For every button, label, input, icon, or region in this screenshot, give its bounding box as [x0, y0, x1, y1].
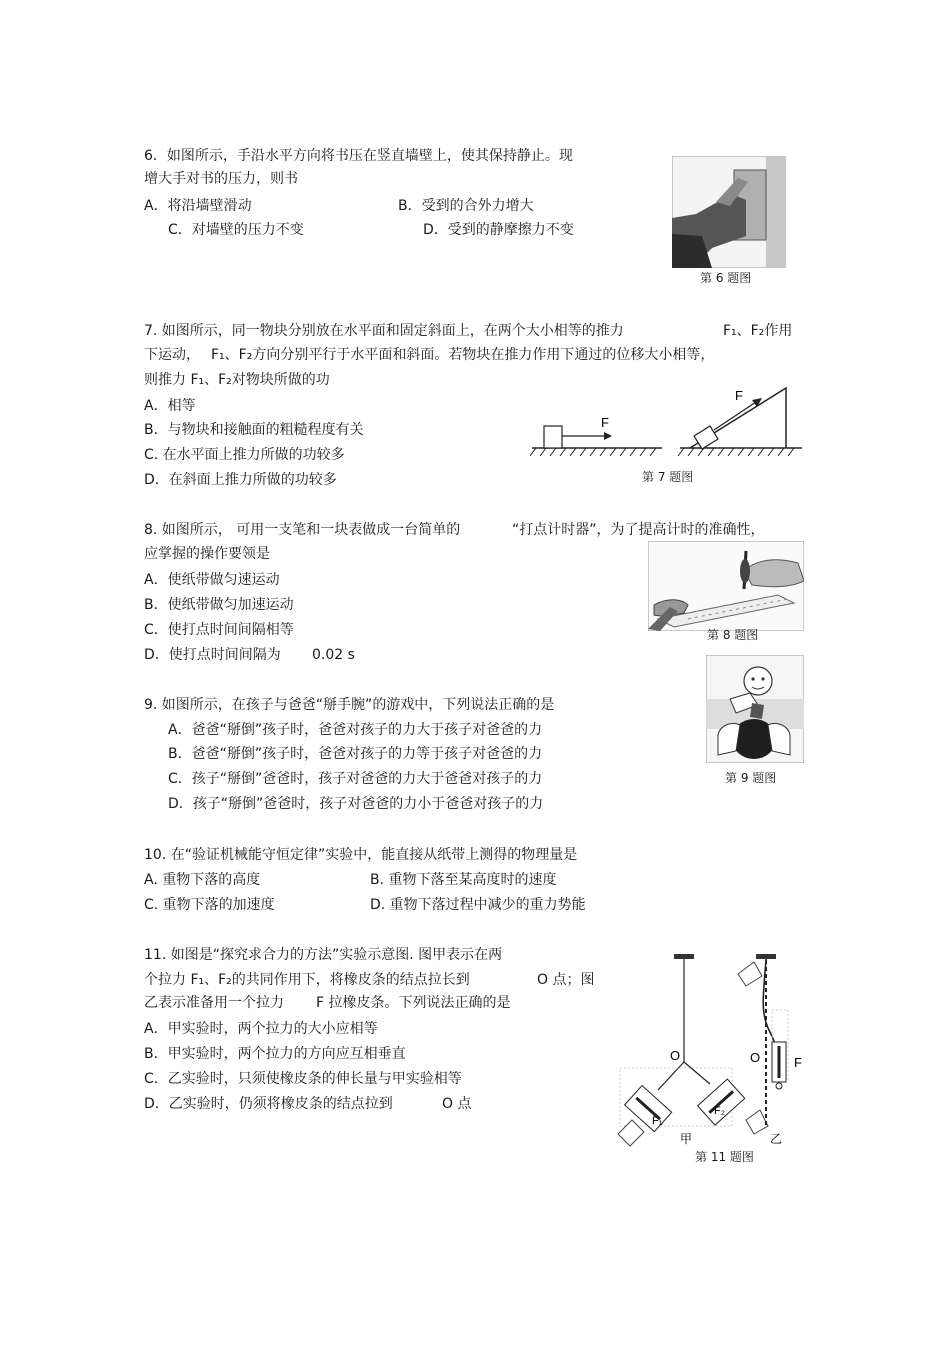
- q7-option-a: A．相等: [144, 398, 196, 414]
- q7-label-f2: F: [735, 388, 743, 403]
- q8-figure-caption: 第 8 题图: [707, 628, 759, 642]
- q11-figure-caption: 第 11 题图: [695, 1150, 754, 1164]
- q7-figure-block-plane-incline: [530, 386, 804, 462]
- q11-stem-line3-part1: 乙表示准备用一个拉力: [144, 995, 284, 1011]
- q7-option-c: C. 在水平面上推力所做的功较多: [144, 447, 345, 463]
- q11-stem-line1: 11. 如图是“探究求合力的方法”实验示意图. 图甲表示在两: [144, 947, 503, 963]
- q8-option-b: B．使纸带做匀加速运动: [144, 597, 294, 613]
- q11-option-d-value: O 点: [442, 1096, 472, 1112]
- q7-stem-line3: 则推力 F₁、F₂对物块所做的功: [144, 372, 330, 388]
- q6-figure-caption: 第 6 题图: [700, 271, 752, 285]
- q11-option-a: A．甲实验时，两个拉力的大小应相等: [144, 1021, 378, 1037]
- q7-label-f1: F: [601, 415, 609, 430]
- q7-stem-line2-part1: 下运动，: [144, 347, 200, 363]
- q7-stem-line1-part2: F₁、F₂作用: [723, 323, 793, 339]
- q6-option-a: A．将沿墙壁滑动: [144, 198, 252, 214]
- q8-stem-line1-part1: 8. 如图所示， 可用一支笔和一块表做成一台简单的: [144, 522, 461, 538]
- q8-option-c: C．使打点时间间隔相等: [144, 622, 294, 638]
- q8-option-d: D．使打点时间间隔为: [144, 647, 281, 663]
- q11-figure-force-composition: [614, 950, 810, 1150]
- q6-option-c: C．对墙壁的压力不变: [168, 222, 304, 238]
- q9-option-d: D．孩子“掰倒”爸爸时，孩子对爸爸的力小于爸爸对孩子的力: [168, 796, 544, 812]
- q6-stem-line1: 6．如图所示，手沿水平方向将书压在竖直墙壁上，使其保持静止。现: [144, 148, 573, 164]
- q10-option-b: B. 重物下落至某高度时的速度: [370, 872, 557, 888]
- q9-stem: 9. 如图所示，在孩子与爸爸“掰手腕”的游戏中，下列说法正确的是: [144, 697, 555, 713]
- q11-stem-line2-part1: 个拉力 F₁、F₂的共同作用下，将橡皮条的结点拉长到: [144, 972, 470, 988]
- q11-stem-line2-part2: O 点；图: [537, 972, 595, 988]
- q10-stem: 10. 在“验证机械能守恒定律”实验中，能直接从纸带上测得的物理量是: [144, 847, 578, 863]
- q11-label-yi: 乙: [770, 1132, 783, 1146]
- q11-label-f2: F₂: [714, 1105, 725, 1117]
- q9-option-b: B．爸爸“掰倒”孩子时，爸爸对孩子的力等于孩子对爸爸的力: [168, 746, 543, 762]
- q7-stem-line2-part2: F₁、F₂方向分别平行于水平面和斜面。若物块在推力作用下通过的位移大小相等，: [211, 347, 715, 363]
- q6-figure-hand-book-wall: [672, 156, 786, 268]
- q7-option-d: D．在斜面上推力所做的功较多: [144, 472, 337, 488]
- q10-option-a: A. 重物下落的高度: [144, 872, 261, 888]
- q6-stem-line2: 增大手对书的压力，则书: [144, 171, 298, 187]
- q11-label-o-jia: O: [670, 1048, 681, 1063]
- q11-option-b: B．甲实验时，两个拉力的方向应互相垂直: [144, 1046, 406, 1062]
- q11-label-jia: 甲: [680, 1132, 693, 1146]
- q11-label-f1: F₁: [652, 1115, 663, 1127]
- q11-option-d: D．乙实验时，仍须将橡皮条的结点拉到: [144, 1096, 393, 1112]
- q8-stem-line1-part2: “打点计时器”，为了提高计时的准确性，: [512, 522, 765, 538]
- q7-stem-line1-part1: 7. 如图所示，同一物块分别放在水平面和固定斜面上，在两个大小相等的推力: [144, 323, 624, 339]
- q6-option-b: B．受到的合外力增大: [398, 198, 534, 214]
- q7-figure-caption: 第 7 题图: [642, 470, 694, 484]
- q11-label-o-yi: O: [750, 1050, 761, 1065]
- q11-label-f: F: [794, 1055, 802, 1070]
- q6-option-d: D．受到的静摩擦力不变: [423, 222, 574, 238]
- q9-option-c: C．孩子“掰倒”爸爸时，孩子对爸爸的力大于爸爸对孩子的力: [168, 771, 543, 787]
- q10-option-c: C. 重物下落的加速度: [144, 897, 275, 913]
- q11-stem-line3-part2: F 拉橡皮条。下列说法正确的是: [316, 995, 511, 1011]
- q10-option-d: D. 重物下落过程中减少的重力势能: [370, 897, 586, 913]
- q9-option-a: A．爸爸“掰倒”孩子时，爸爸对孩子的力大于孩子对爸爸的力: [168, 722, 543, 738]
- q8-option-a: A．使纸带做匀速运动: [144, 572, 280, 588]
- q8-figure-pen-timer: [648, 541, 804, 631]
- q8-stem-line2: 应掌握的操作要领是: [144, 546, 270, 562]
- q9-figure-arm-wrestling: [706, 655, 804, 763]
- q8-option-d-value: 0.02 s: [312, 647, 355, 663]
- q7-option-b: B．与物块和接触面的粗糙程度有关: [144, 422, 364, 438]
- q11-option-c: C．乙实验时，只须使橡皮条的伸长量与甲实验相等: [144, 1071, 462, 1087]
- q9-figure-caption: 第 9 题图: [725, 771, 777, 785]
